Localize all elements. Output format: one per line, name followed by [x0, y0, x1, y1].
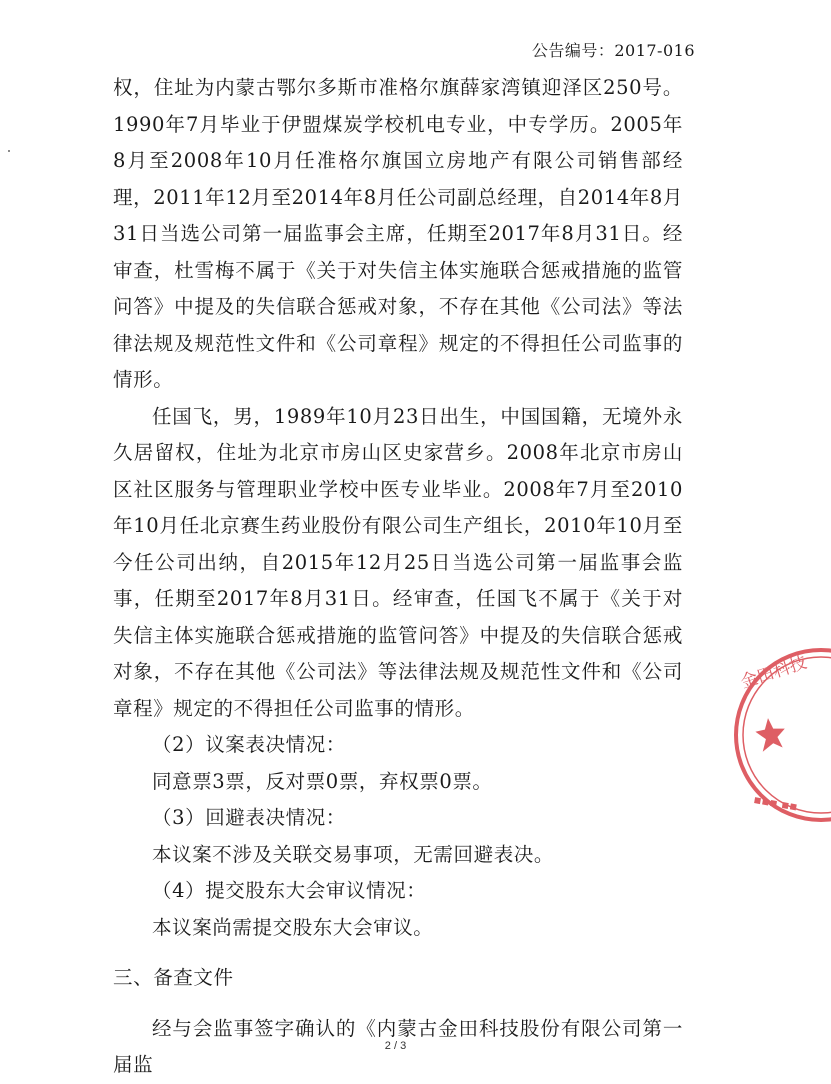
page-number: 2 / 3 — [384, 1040, 407, 1052]
section-text: 经与会监事签字确认的《内蒙古金田科技股份有限公司第一届监 — [113, 1016, 683, 1076]
document-body — [113, 70, 683, 1084]
company-seal — [711, 640, 831, 840]
paragraph-du-xuemei: 权，住址为内蒙古鄂尔多斯市准格尔旗薛家湾镇迎泽区250号。1990年7月毕业于伊盟煤炭学校机电专业，中专学历。2005年8月至2008年10月任准格尔旗国立房地产有限公司销售部经理，2011年12月至2014年8月任公司副总经理，自2014年8月31日当选公司第一届监事会主席，任期至2017年8月31日。经审查，杜雪梅不属于《关于对失信主体实施联合惩戒措施的监管问答》中提及的失信联合惩戒对象，不存在其他《公司法》等法律法规及规范性文件和《公司章程》规定的不得担任公司监事的情形。 — [113, 76, 683, 391]
submission-label: （4）提交股东大会审议情况： — [152, 879, 427, 902]
vote-result: 同意票3票，反对票0票，弃权票0票。 — [152, 769, 493, 793]
submission-result: 本议案尚需提交股东大会审议。 — [152, 915, 434, 939]
recusal-label: （3）回避表决情况： — [152, 806, 346, 829]
paragraph-ren-guofei: 任国飞，男，1989年10月23日出生，中国国籍，无境外永久居留权，住址为北京市房山区史家营乡。2008年北京市房山区社区服务与管理职业学校中医专业毕业。2008年7月至2010年10月任北京赛生药业股份有限公司生产组长，2010年10月至今任公司出纳，自2015年12月25日当选公司第一届监事会监事，任期至2017年8月31日。经审查，任国飞不属于《关于对失信主体实施联合惩戒措施的监管问答》中提及的失信联合惩戒对象，不存在其他《公司法》等法律法规及规范性文件和《公司章程》规定的不得担任公司监事的情形。 — [113, 404, 683, 720]
svg-text:金田科技: 金田科技 — [738, 652, 810, 693]
recusal-result: 本议案不涉及关联交易事项，无需回避表决。 — [152, 842, 555, 866]
announcement-number: 公告编号：2017-016 — [531, 41, 695, 60]
svg-text:▪▪▪ ▪▪: ▪▪▪ ▪▪ — [752, 792, 799, 814]
section-heading: 三、备查文件 — [113, 966, 234, 989]
vote-label: （2）议案表决情况： — [152, 733, 346, 756]
scan-speck — [8, 150, 10, 152]
